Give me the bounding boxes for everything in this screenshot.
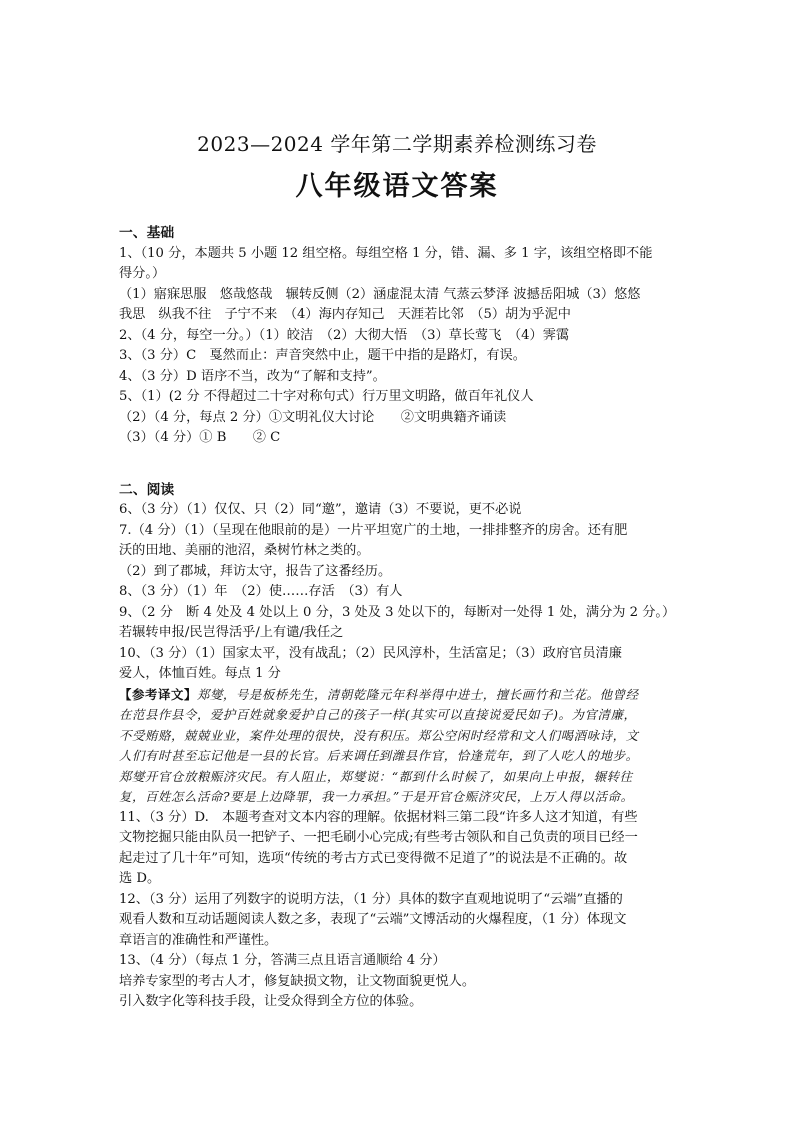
reading-answer-line: 文物挖掘只能由队员一把铲子、一把毛刷小心完成;有些考古领队和自己负责的项目已经一 <box>119 830 638 845</box>
reading-answer-line: （2）到了郡城，拜访太守，报告了这番经历。 <box>119 563 392 579</box>
reading-answer-line: 8、（3 分）（1）年 （2）使……存活 （3）有人 <box>119 584 403 599</box>
section-basics-answers <box>119 244 689 449</box>
translation-line <box>119 685 689 706</box>
reading-answer-line: 观看人数和互动话题阅读人数之多，表现了“云端”文博活动的火爆程度，（1 分）体现文 <box>119 912 627 927</box>
translation-line: 郑燮开官仓放粮赈济灾民。有人阻止，郑燮说：“都到什么时候了，如果向上申报，辗转往 <box>119 768 633 784</box>
reference-translation-label: 【参考译文】 <box>119 686 197 702</box>
basics-answer-line: 3、（3 分）C 戛然而止：声音突然中止，题干中指的是路灯，有误。 <box>119 348 526 363</box>
section-heading-basics: 一、基础 <box>119 225 175 241</box>
reading-answer-line: 章语言的准确性和严谨性。 <box>119 932 278 948</box>
basics-answer-line: （3）（4 分）① B ② C <box>119 430 281 445</box>
answer-content <box>119 223 689 1013</box>
answer-key-title: 八年级语文答案 <box>295 171 499 202</box>
basics-answer-line: 得分。） <box>119 266 166 281</box>
translation-line: 复，百姓怎么活命?要是上边降罪，我一力承担。”于是开官仓赈济灾民，上万人得以活命。 <box>119 789 634 804</box>
reading-answer-line: 12、（3 分）运用了列数字的说明方法，（1 分）具体的数字直观地说明了“云端”直播的 <box>119 891 623 907</box>
reading-answer-line: 爱人，体恤百姓。每点 1 分 <box>119 666 281 681</box>
reading-answer-line: 11、（3 分）D. 本题考查对文本内容的理解。依据材料三第二段“许多人这才知道，有些 <box>119 809 638 825</box>
exam-title: 2023—2024 学年第二学期素养检测练习卷 <box>197 132 597 156</box>
reading-answer-line: 若辗转申报/民岂得活乎/上有谴/我任之 <box>119 625 344 640</box>
section-reading-answers-part1 <box>119 500 689 685</box>
reading-answer-line: 沃的田地、美丽的池沼，桑树竹林之类的。 <box>119 543 370 558</box>
reading-answer-line: 引入数字化等科技手段，让受众得到全方位的体验。 <box>119 994 423 1009</box>
basics-answer-line: 我思 纵我不往 子宁不来 （4）海内存知己 天涯若比邻 （5）胡为乎泥中 <box>119 307 571 322</box>
translation-line: 不受贿赂，兢兢业业，案件处理的很快，没有积压。郑公空闲时经常和文人们喝酒咏诗，文 <box>119 727 639 743</box>
reading-answer-line: 7.（4 分）（1）（呈现在他眼前的是）一片平坦宽广的土地，一排排整齐的房舍。还有肥 <box>119 522 628 538</box>
basics-answer-line: 5、（1）(2 分 不得超过二十字对称句式）行万里文明路，做百年礼仪人 <box>119 389 534 404</box>
translation-line: 人们有时甚至忘记他是一县的长官。后来调任到潍县作官，恰逢荒年，到了人吃人的地步。 <box>119 748 639 763</box>
reading-answer-line: 培养专家型的考古人才，修复缺损文物，让文物面貌更悦人。 <box>119 973 476 989</box>
section-heading-reading: 二、阅读 <box>119 481 175 498</box>
translation-line: 在范县作县令，爱护百姓就象爱护自己的孩子一样(其实可以直接说爱民如子)。为官清廉， <box>119 707 637 722</box>
basics-answer-line: 1、（10 分，本题共 5 小题 12 组空格。每组空格 1 分，错、漏、多 1 字，该组空格即不能 <box>119 245 653 261</box>
section-reading-answers-part2 <box>119 808 689 1013</box>
reading-answer-line: 9、（2 分 断 4 处及 4 处以上 0 分，3 处及 3 处以下的，每断对一处得 1 处，满分为 2 分。） <box>119 604 676 620</box>
basics-answer-line: （2）（4 分，每点 2 分）①文明礼仪大讨论 ②文明典籍齐诵读 <box>119 409 507 425</box>
reference-translation <box>119 685 689 808</box>
reading-answer-line: 起走过了几十年”可知，选项“传统的考古方式已变得微不足道了”的说法是不正确的。故 <box>119 850 628 866</box>
reading-answer-line: 13、（4 分）（每点 1 分，答满三点且语言通顺给 4 分） <box>119 953 446 968</box>
reading-answer-line: 6、（3 分）（1）仅仅、只（2）同“邀”，邀请（3）不要说，更不必说 <box>119 502 522 517</box>
section-gap <box>119 449 689 480</box>
basics-answer-line: 4、（3 分）D 语序不当，改为“了解和支持”。 <box>119 368 386 384</box>
basics-answer-line: （1）寤寐思服 悠哉悠哉 辗转反侧（2）涵虚混太清 气蒸云梦泽 波撼岳阳城（3）悠悠 <box>119 286 641 302</box>
reading-answer-line: 10、（3 分）（1）国家太平，没有战乱；（2）民风淳朴，生活富足；（3）政府官员清廉 <box>119 645 622 661</box>
basics-answer-line: 2、（4 分，每空一分。）（1）皎洁 （2）大彻大悟 （3）草长莺飞 （4）霁霭 <box>119 327 570 343</box>
reading-answer-line: 选 D。 <box>119 871 161 886</box>
translation-text: 郑燮，号是板桥先生，清朝乾隆元年科举得中进士，擅长画竹和兰花。他曾经 <box>196 686 639 702</box>
